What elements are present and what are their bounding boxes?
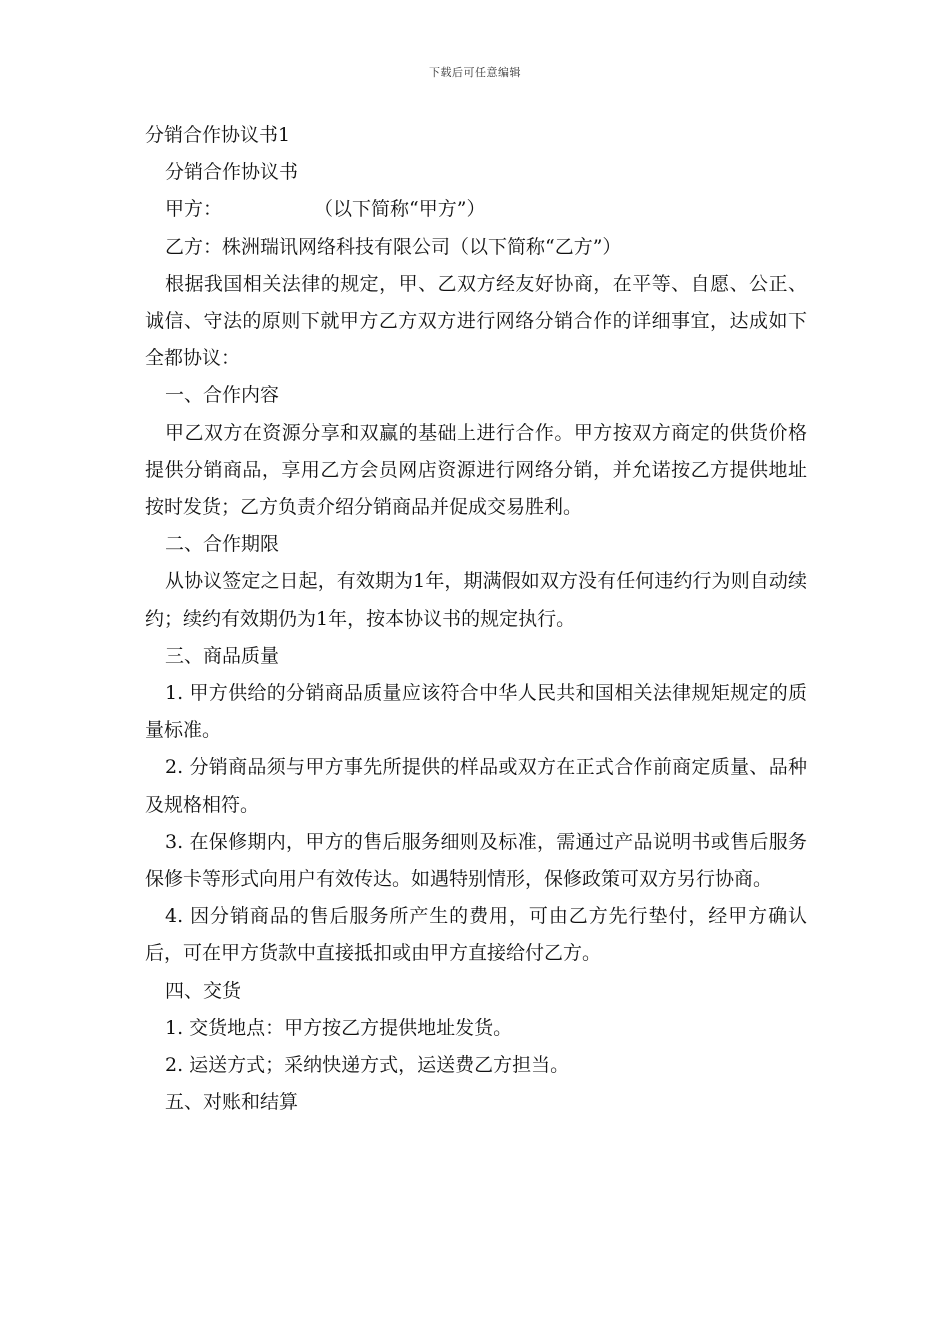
section-2-heading: 二、合作期限 [165, 533, 280, 556]
section-3-heading: 三、商品质量 [165, 644, 280, 667]
section-1-heading: 一、合作内容 [165, 384, 280, 407]
section-3-item-3: 3. 在保修期内，甲方的售后服务细则及标准，需通过产品说明书或售后服务保修卡等形式向用户有效传达。如遇特别情形，保修政策可双方另行协商。 [145, 830, 807, 891]
section-3-item-1: 1. 甲方供给的分销商品质量应该符合中华人民共和国相关法律规矩规定的质量标准。 [145, 682, 807, 742]
section-4-heading: 四、交货 [165, 979, 242, 1002]
document-title: 分销合作协议书1 [145, 124, 291, 146]
party-a-suffix: （以下简称“甲方”） [314, 198, 486, 221]
section-5-heading: 五、对账和结算 [165, 1091, 299, 1114]
document-subtitle: 分销合作协议书 [165, 161, 299, 184]
section-4-item-2: 2. 运送方式；采纳快递方式，运送费乙方担当。 [165, 1054, 570, 1077]
section-3-item-2: 2. 分销商品须与甲方事先所提供的样品或双方在正式合作前商定质量、品种及规格相符。 [145, 756, 807, 816]
section-2-body: 从协议签定之日起，有效期为1年，期满假如双方没有任何违约行为则自动续约；续约有效期仍为1年，按本协议书的规定执行。 [145, 570, 807, 630]
party-b-line: 乙方：株洲瑞讯网络科技有限公司（以下简称“乙方”） [165, 235, 622, 258]
party-a-label: 甲方： [165, 198, 223, 221]
document-body [145, 117, 807, 1121]
party-a-line [145, 191, 807, 228]
page-header-note: 下载后可任意编辑 [429, 66, 521, 79]
section-4-item-1: 1. 交货地点：甲方按乙方提供地址发货。 [165, 1016, 513, 1039]
intro-paragraph: 根据我国相关法律的规定，甲、乙双方经友好协商，在平等、自愿、公正、诚信、守法的原则下就甲方乙方双方进行网络分销合作的详细事宜，达成如下全都协议： [145, 272, 807, 370]
section-3-item-4: 4. 因分销商品的售后服务所产生的费用，可由乙方先行垫付，经甲方确认后，可在甲方货款中直接抵扣或由甲方直接给付乙方。 [145, 905, 807, 965]
section-1-body: 甲乙双方在资源分享和双赢的基础上进行合作。甲方按双方商定的供货价格提供分销商品，享用乙方会员网店资源进行网络分销，并允诺按乙方提供地址按时发货；乙方负责介绍分销商品并促成交易胜利。 [145, 421, 807, 519]
